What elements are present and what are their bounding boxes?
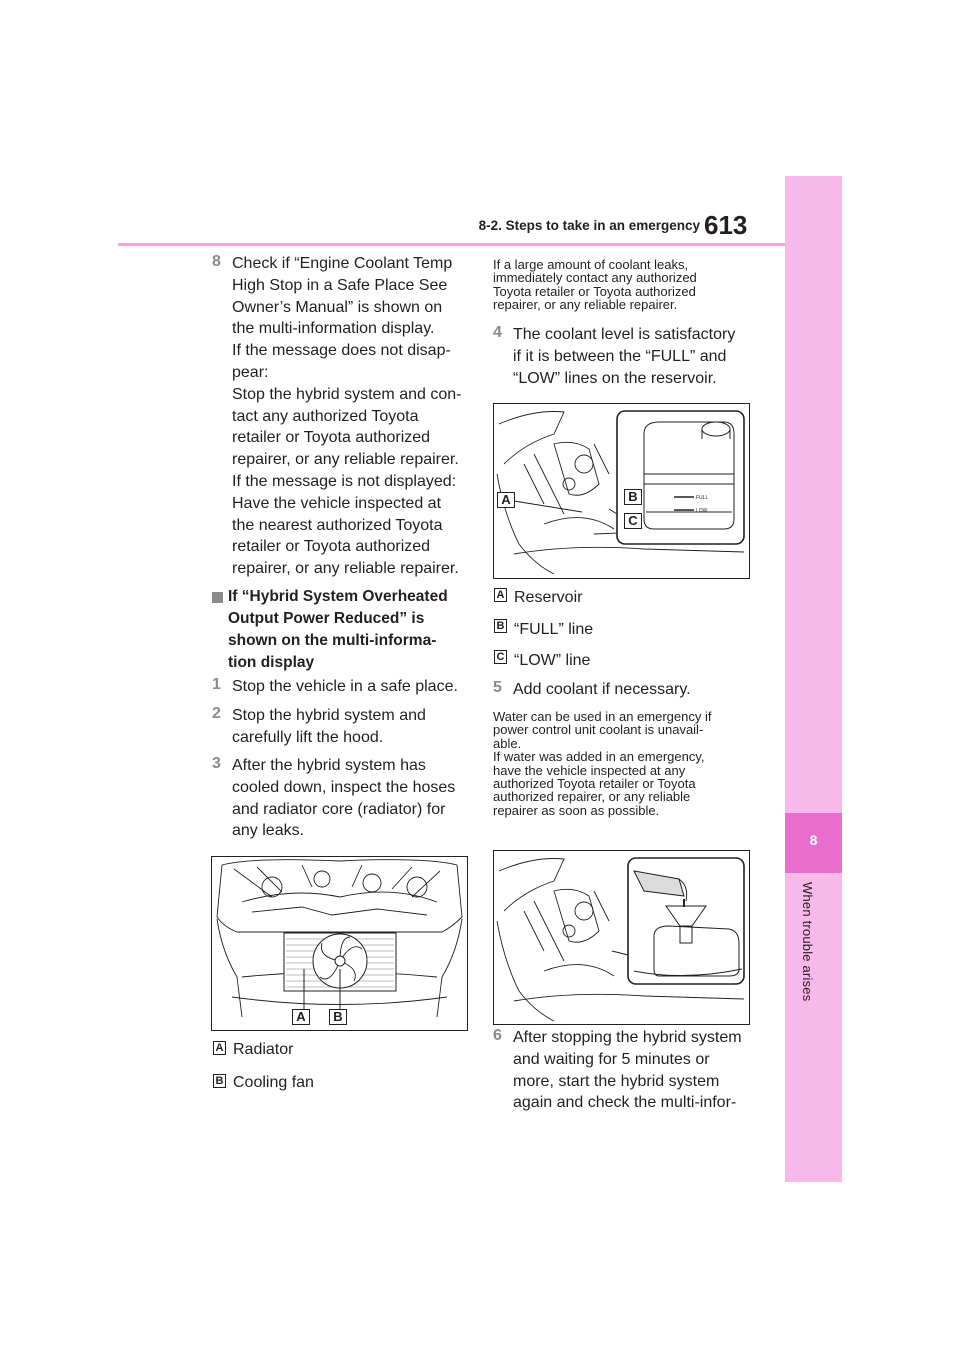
callout-b: B — [329, 1009, 347, 1025]
text-line: After stopping the hybrid system — [513, 1029, 742, 1046]
text-line: again and check the multi-infor- — [513, 1094, 737, 1112]
text-line: If the message does not disap- — [232, 342, 451, 360]
text-line: “LOW” lines on the reservoir. — [513, 369, 717, 387]
legend-key: B — [494, 619, 507, 633]
text-line: Add coolant if necessary. — [513, 681, 691, 698]
step-number: 2 — [212, 705, 221, 722]
step-text — [513, 324, 773, 389]
text-line: retailer or Toyota authorized — [232, 429, 431, 447]
heading-line: tion display — [228, 654, 315, 671]
text-line: tact any authorized Toyota — [232, 407, 419, 425]
reservoir-illustration — [493, 403, 750, 579]
note-line: able. — [493, 735, 522, 751]
note-line: If water was added in an emergency, — [493, 749, 705, 765]
full-mark: FULL — [696, 495, 709, 501]
header-rule — [118, 243, 788, 246]
text-line: repairer, or any reliable repairer. — [232, 560, 459, 578]
text-line: Owner’s Manual” is shown on — [232, 298, 443, 316]
text-line: retailer or Toyota authorized — [232, 538, 431, 556]
note-leak — [493, 258, 763, 312]
legend-text: Reservoir — [514, 589, 583, 606]
note-line: Water can be used in an emergency if — [493, 709, 712, 724]
legend-text: “LOW” line — [514, 652, 591, 669]
text-line: If the message is not displayed: — [232, 472, 457, 490]
note-line: immediately contact any authorized — [493, 270, 697, 286]
heading-line: shown on the multi-informa- — [228, 632, 437, 649]
chapter-tab-band — [785, 176, 842, 1182]
text-line: if it is between the “FULL” and — [513, 347, 727, 365]
step-number: 6 — [493, 1027, 502, 1044]
step-text — [232, 253, 492, 580]
text-line: and waiting for 5 minutes or — [513, 1050, 710, 1068]
text-line: Stop the hybrid system and — [232, 707, 426, 724]
step-number: 1 — [212, 676, 221, 693]
text-line: repairer, or any reliable repairer. — [232, 451, 459, 469]
note-line: power control unit coolant is unavail- — [493, 722, 704, 738]
note-line: repairer as soon as possible. — [493, 802, 660, 818]
heading-line: Output Power Reduced” is — [228, 610, 425, 627]
text-line: Have the vehicle inspected at — [232, 494, 442, 512]
step-number: 8 — [212, 253, 221, 270]
note-line: If a large amount of coolant leaks, — [493, 257, 689, 272]
heading-line: If “Hybrid System Overheated — [228, 588, 448, 605]
legend-text: Cooling fan — [233, 1074, 314, 1091]
text-line: and radiator core (radiator) for — [232, 800, 446, 818]
step-text — [513, 1027, 773, 1114]
text-line: pear: — [232, 363, 269, 381]
step-number: 4 — [493, 324, 502, 341]
legend-text: Radiator — [233, 1041, 294, 1058]
callout-b: B — [624, 489, 642, 505]
add-coolant-illustration — [493, 850, 750, 1025]
text-line: Stop the vehicle in a safe place. — [232, 678, 458, 695]
text-line: any leaks. — [232, 822, 305, 840]
step-number: 3 — [212, 755, 221, 772]
legend-key: B — [213, 1074, 226, 1088]
legend-key: A — [213, 1041, 226, 1055]
text-line: After the hybrid system has — [232, 757, 426, 774]
text-line: cooled down, inspect the hoses — [232, 778, 456, 796]
text-line: Stop the hybrid system and con- — [232, 385, 462, 403]
callout-a: A — [497, 492, 515, 508]
square-bullet-icon — [212, 592, 223, 603]
note-line: Toyota retailer or Toyota authorized — [493, 283, 696, 299]
text-line: carefully lift the hood. — [232, 728, 384, 746]
text-line: Check if “Engine Coolant Temp — [232, 255, 453, 272]
callout-c: C — [624, 513, 642, 529]
engine-bay-radiator-drawing — [212, 857, 467, 1030]
legend-key: C — [494, 650, 507, 664]
step-text — [232, 705, 492, 749]
callout-a: A — [292, 1009, 310, 1025]
engine-bay-reservoir-drawing — [494, 404, 749, 578]
page-number: 613 — [704, 210, 748, 240]
step-text — [513, 679, 773, 701]
section-title: 8-2. Steps to take in an emergency — [478, 218, 700, 233]
text-line: more, start the hybrid system — [513, 1072, 720, 1090]
note-line: have the vehicle inspected at any — [493, 762, 686, 778]
chapter-number: 8 — [809, 832, 818, 848]
legend-key: A — [494, 588, 507, 602]
text-line: High Stop in a Safe Place See — [232, 276, 448, 294]
step-number: 5 — [493, 679, 502, 696]
low-mark: LOW — [696, 508, 708, 514]
step-text — [232, 755, 492, 842]
section-heading — [228, 586, 478, 674]
note-line: authorized repairer, or any reliable — [493, 789, 691, 805]
text-line: the multi-information display. — [232, 320, 435, 338]
note-line: repairer, or any reliable repairer. — [493, 297, 678, 313]
text-line: the nearest authorized Toyota — [232, 516, 443, 534]
legend-text: “FULL” line — [514, 621, 594, 638]
note-line: authorized Toyota retailer or Toyota — [493, 776, 696, 792]
text-line: The coolant level is satisfactory — [513, 326, 736, 343]
adding-coolant-drawing — [494, 851, 749, 1024]
step-text — [232, 676, 492, 698]
note-water — [493, 710, 763, 817]
radiator-illustration — [211, 856, 468, 1031]
chapter-title: When trouble arises — [800, 882, 815, 1002]
